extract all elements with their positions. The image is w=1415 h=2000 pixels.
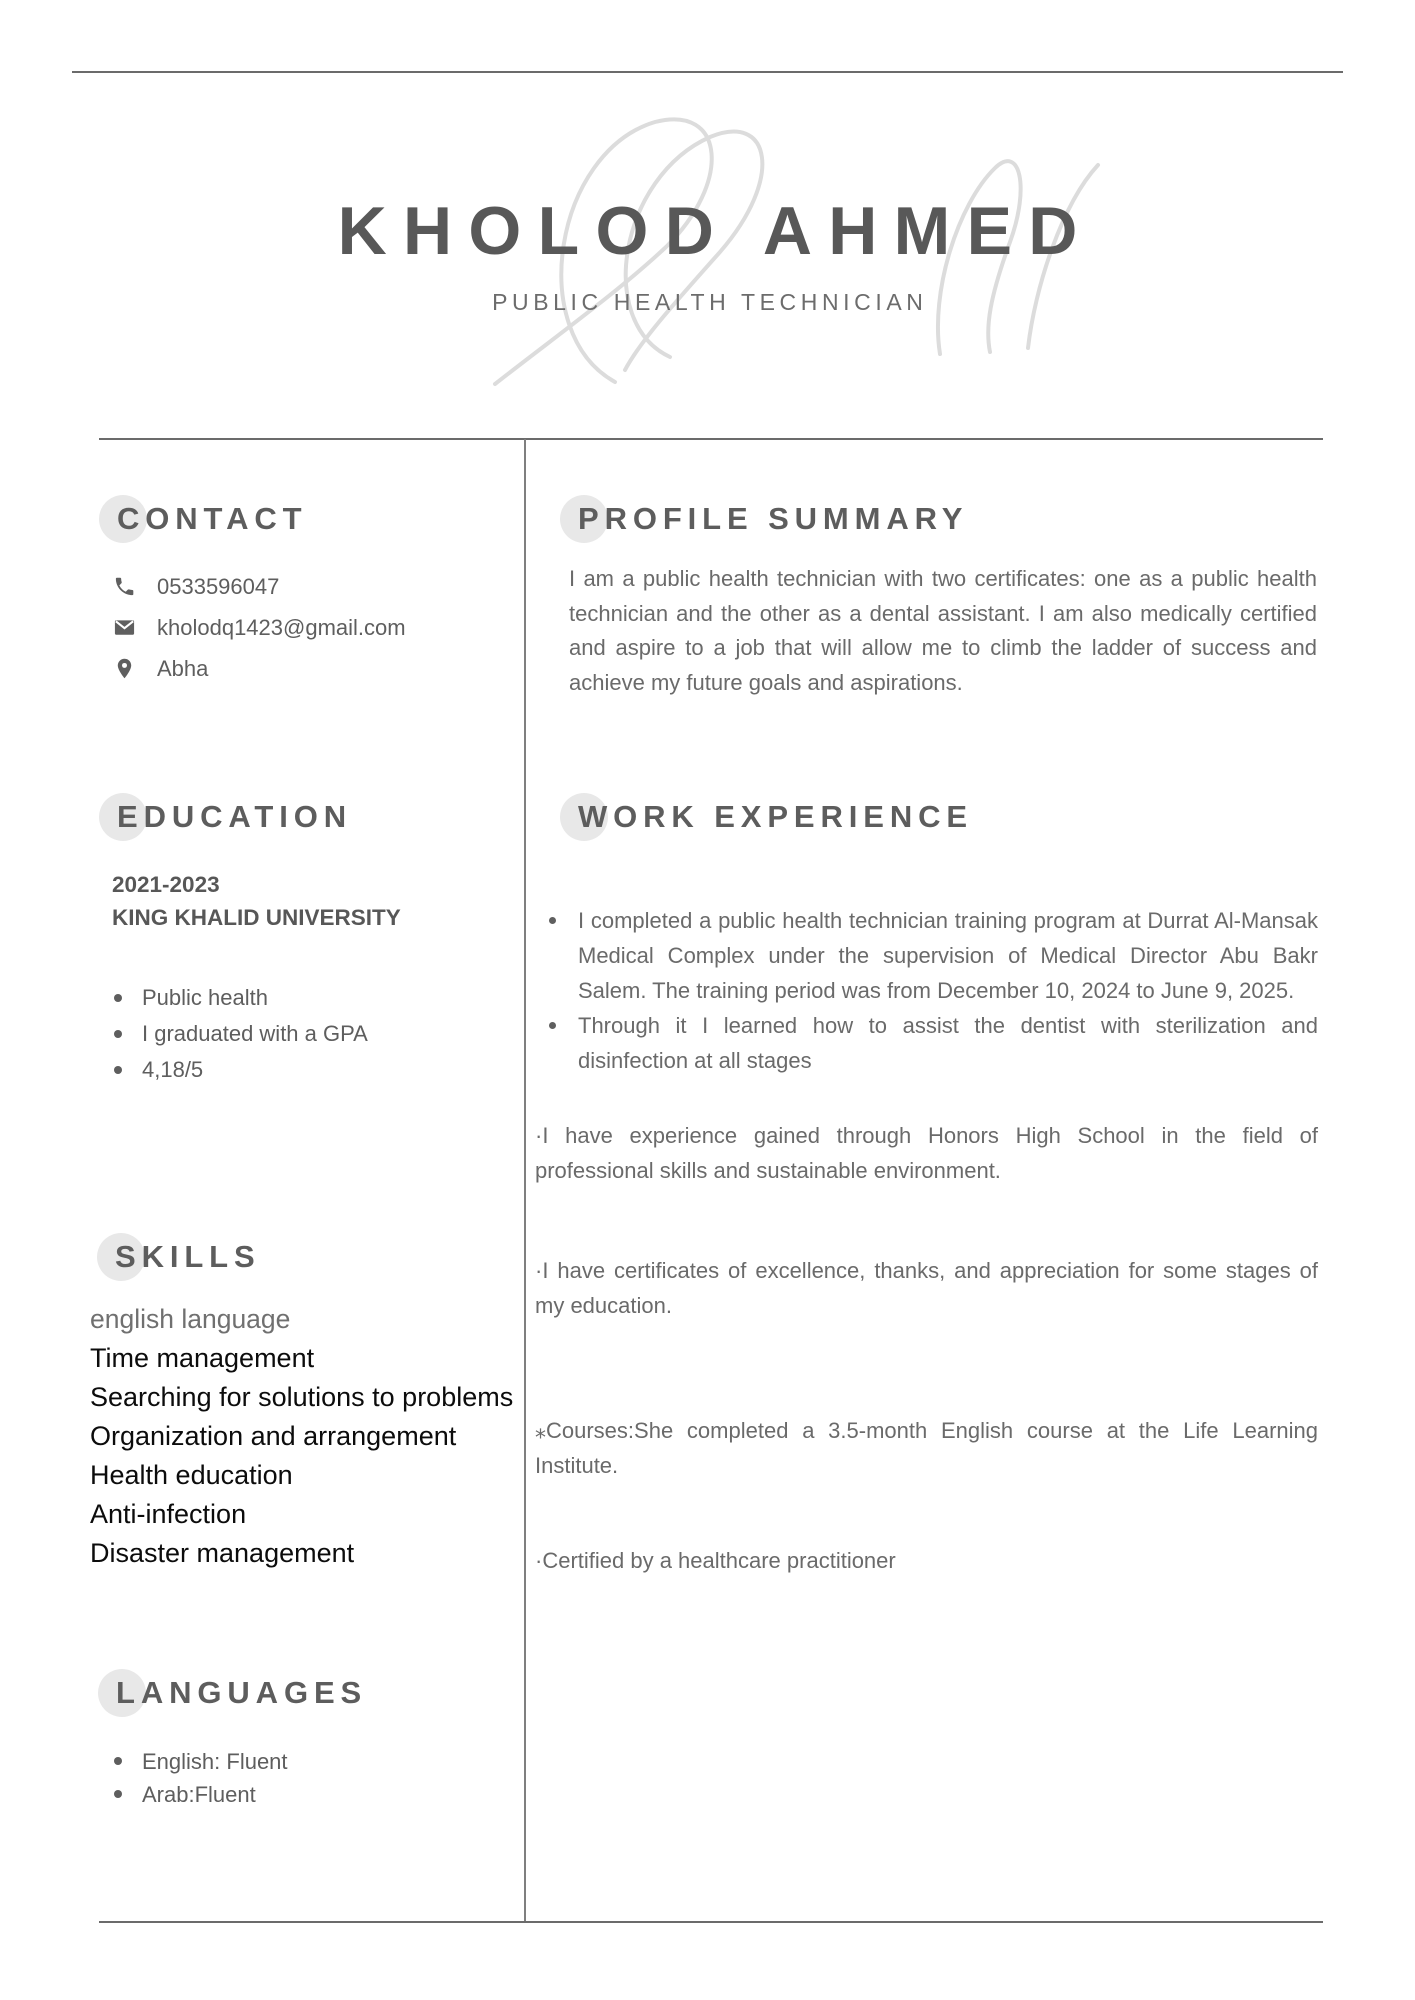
- profile-summary-text: I am a public health technician with two certificates: one as a public health technician and the other as a dental assistant. I am also medically certified and aspire to a job that will allow me to climb the ladder of success and achieve my future goals and aspirations.: [569, 566, 1317, 695]
- skill-item: Time management: [90, 1343, 315, 1373]
- contact-heading: [99, 495, 307, 543]
- candidate-name: KHOLOD AHMED: [337, 193, 1094, 269]
- education-period: 2021-2023: [112, 872, 220, 897]
- contact-list: [113, 566, 406, 689]
- column-divider: [524, 439, 526, 1923]
- contact-email-value: kholodq1423@gmail.com: [157, 614, 406, 640]
- email-icon: [113, 616, 136, 639]
- work-experience-bullet: I completed a public health technician training program at Durrat Al-Mansak Medical Complex under the supervision of Medical Director Abu Bakr Salem. The training period was from December 10, 2024 to June 9, 2025.: [549, 903, 1318, 1008]
- languages-heading: [98, 1669, 367, 1717]
- education-bullet-list: [112, 980, 368, 1088]
- work-experience-heading-label: WORK EXPERIENCE: [578, 799, 973, 834]
- contact-phone-value: 0533596047: [157, 573, 280, 599]
- contact-location-row: [113, 648, 406, 689]
- certificates-note: ·I have certificates of excellence, thanks, and appreciation for some stages of my education.: [535, 1258, 1318, 1318]
- skills-list: [90, 1300, 514, 1573]
- education-bullet: I graduated with a GPA: [112, 1016, 368, 1052]
- skill-item: Searching for solutions to problems: [90, 1382, 514, 1412]
- work-experience-bullet-list: [549, 903, 1318, 1078]
- work-experience-heading: [560, 793, 973, 841]
- skill-item: Anti-infection: [90, 1499, 247, 1529]
- contact-email-row: [113, 607, 406, 648]
- contact-location-value: Abha: [157, 655, 209, 681]
- phone-icon: [113, 575, 136, 598]
- languages-list: [112, 1745, 288, 1811]
- skills-heading: [97, 1233, 261, 1281]
- work-experience-bullet: Through it I learned how to assist the dentist with sterilization and disinfection at all stages: [549, 1008, 1318, 1078]
- education-heading-label: EDUCATION: [117, 799, 352, 834]
- education-school: KING KHALID UNIVERSITY: [112, 905, 401, 930]
- contact-heading-label: CONTACT: [117, 501, 308, 536]
- skill-item: Health education: [90, 1460, 293, 1490]
- top-rule: [72, 71, 1343, 73]
- education-bullet: Public health: [112, 980, 368, 1016]
- location-pin-icon: [113, 657, 136, 680]
- experience-note: ·I have experience gained through Honors High School in the field of professional skills and sustainable environment.: [535, 1123, 1318, 1183]
- skills-heading-label: SKILLS: [115, 1239, 261, 1274]
- languages-heading-label: LANGUAGES: [116, 1675, 368, 1710]
- header-divider-rule: [99, 438, 1323, 440]
- profile-summary-heading: [560, 495, 968, 543]
- candidate-job-title: PUBLIC HEALTH TECHNICIAN: [492, 289, 928, 315]
- skill-item: Organization and arrangement: [90, 1421, 457, 1451]
- language-item: English: Fluent: [112, 1745, 288, 1778]
- education-heading: [99, 793, 352, 841]
- skill-item-highlight: english language: [90, 1304, 291, 1334]
- bottom-rule: [99, 1921, 1323, 1923]
- skill-item: Disaster management: [90, 1538, 355, 1568]
- profile-summary-heading-label: PROFILE SUMMARY: [578, 501, 969, 536]
- language-item: Arab:Fluent: [112, 1778, 288, 1811]
- contact-phone-row: [113, 566, 406, 607]
- certified-note: ·Certified by a healthcare practitioner: [535, 1548, 896, 1573]
- courses-note: ⁎Courses:She completed a 3.5-month English course at the Life Learning Institute.: [535, 1418, 1318, 1478]
- education-bullet: 4,18/5: [112, 1052, 368, 1088]
